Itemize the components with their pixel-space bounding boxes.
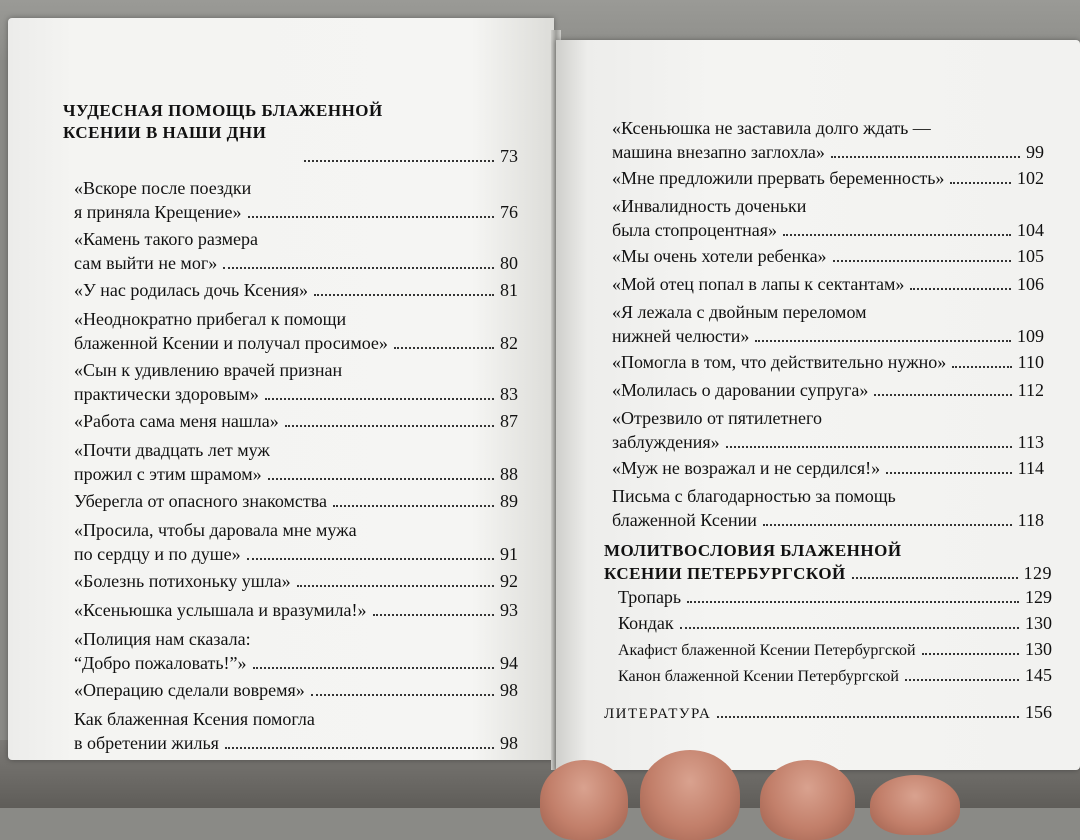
page-number: 104 bbox=[1017, 220, 1044, 240]
entry-title: «Работа сама меня нашла» bbox=[74, 411, 279, 431]
page-number: 92 bbox=[500, 571, 518, 591]
page-number: 109 bbox=[1017, 326, 1044, 346]
dot-leader bbox=[304, 159, 494, 162]
finger-1 bbox=[540, 760, 628, 840]
entry-title: машина внезапно заглохла» bbox=[612, 142, 825, 162]
page-number: 110 bbox=[1017, 352, 1044, 372]
toc-entry bbox=[74, 707, 518, 755]
page-number: 83 bbox=[500, 384, 518, 404]
entry-title: «Мой отец попал в лапы к сектантам» bbox=[612, 274, 905, 294]
page-number: 93 bbox=[500, 600, 518, 620]
toc-entry bbox=[612, 456, 1044, 480]
entry-title: «Ксеньюшка услышала и вразумила!» bbox=[74, 600, 367, 620]
dot-leader bbox=[755, 339, 1011, 342]
entry-title: заблуждения» bbox=[612, 432, 720, 452]
entry-title: «Почти двадцать лет муж bbox=[74, 440, 270, 460]
toc-entry bbox=[74, 438, 518, 486]
entry-title: «Инвалидность доченьки bbox=[612, 196, 807, 216]
heading-line: КСЕНИИ В НАШИ ДНИ bbox=[63, 123, 267, 142]
right-page bbox=[556, 40, 1080, 770]
entry-title: «Полиция нам сказала: bbox=[74, 629, 251, 649]
dot-leader bbox=[831, 155, 1020, 158]
entry-title: Канон блаженной Ксении Петербургской bbox=[618, 668, 899, 685]
page-number: 102 bbox=[1017, 168, 1044, 188]
toc-entry bbox=[618, 611, 1052, 635]
heading-line: КСЕНИИ ПЕТЕРБУРГСКОЙ bbox=[604, 564, 846, 583]
literature-row bbox=[604, 700, 1052, 726]
dot-leader bbox=[687, 600, 1019, 603]
entry-title: блаженной Ксении bbox=[612, 510, 757, 530]
page-number: 156 bbox=[1025, 702, 1052, 722]
dot-leader bbox=[373, 613, 494, 616]
dot-leader bbox=[886, 471, 1011, 474]
page-number: 145 bbox=[1025, 665, 1052, 685]
entry-title: «Болезнь потихоньку ушла» bbox=[74, 571, 291, 591]
page-number: 73 bbox=[500, 146, 518, 166]
page-number: 106 bbox=[1017, 274, 1044, 294]
entry-title: «Неоднократно прибегал к помощи bbox=[74, 309, 347, 329]
toc-entry bbox=[74, 307, 518, 355]
toc-entry bbox=[612, 484, 1044, 532]
dot-leader bbox=[950, 181, 1011, 184]
dot-leader bbox=[874, 393, 1011, 396]
toc-entry bbox=[74, 569, 518, 593]
dot-leader bbox=[910, 287, 1011, 290]
toc-entry bbox=[612, 406, 1044, 454]
page-number: 88 bbox=[500, 464, 518, 484]
entry-title: “Добро пожаловать!”» bbox=[74, 653, 247, 673]
dot-leader bbox=[763, 523, 1012, 526]
dot-leader bbox=[922, 652, 1020, 655]
heading-line-row bbox=[604, 562, 1052, 585]
page-number: 105 bbox=[1017, 246, 1044, 266]
toc-entry bbox=[74, 489, 518, 513]
page-number: 114 bbox=[1017, 458, 1044, 478]
entry-title: я приняла Крещение» bbox=[74, 202, 242, 222]
entry-title: «Муж не возражал и не сердился!» bbox=[612, 458, 881, 478]
toc-entry bbox=[618, 637, 1052, 663]
finger-4 bbox=[870, 775, 960, 835]
entry-title: практически здоровым» bbox=[74, 384, 259, 404]
entry-title: Кондак bbox=[618, 613, 674, 633]
dot-leader bbox=[680, 626, 1019, 629]
page-number: 98 bbox=[500, 680, 518, 700]
entry-title: «У нас родилась дочь Ксения» bbox=[74, 280, 309, 300]
page-number: 99 bbox=[1026, 142, 1044, 162]
toc-entry bbox=[74, 278, 518, 302]
toc-entry bbox=[618, 663, 1052, 689]
dot-leader bbox=[783, 233, 1011, 236]
entry-title: «Мы очень хотели ребенка» bbox=[612, 246, 827, 266]
finger-3 bbox=[760, 760, 855, 840]
literature-label: ЛИТЕРАТУРА bbox=[604, 706, 712, 722]
entry-title: «Молилась о даровании супруга» bbox=[612, 380, 869, 400]
toc-entry bbox=[74, 358, 518, 406]
dot-leader bbox=[833, 259, 1011, 262]
entry-title: «Камень такого размера bbox=[74, 229, 259, 249]
entry-title: по сердцу и по душе» bbox=[74, 544, 241, 564]
entry-title: «Я лежала с двойным переломом bbox=[612, 302, 867, 322]
heading-line: МОЛИТВОСЛОВИЯ БЛАЖЕННОЙ bbox=[604, 541, 902, 560]
entry-title: «Сын к удивлению врачей признан bbox=[74, 360, 343, 380]
dot-leader bbox=[311, 693, 494, 696]
page-number: 80 bbox=[500, 253, 518, 273]
toc-entry bbox=[74, 627, 518, 675]
dot-leader bbox=[333, 504, 494, 507]
page-number: 94 bbox=[500, 653, 518, 673]
dot-leader bbox=[952, 365, 1011, 368]
entry-title: прожил с этим шрамом» bbox=[74, 464, 262, 484]
dot-leader bbox=[314, 293, 494, 296]
toc-entry bbox=[612, 244, 1044, 268]
finger-2 bbox=[640, 750, 740, 840]
entry-title: «Вскоре после поездки bbox=[74, 178, 252, 198]
page-number: 130 bbox=[1025, 613, 1052, 633]
entry-title: «Операцию сделали вовремя» bbox=[74, 680, 305, 700]
toc-entry bbox=[74, 678, 518, 702]
entry-title: в обретении жилья bbox=[74, 733, 219, 753]
toc-entry bbox=[612, 272, 1044, 296]
entry-title: Уберегла от опасного знакомства bbox=[74, 491, 327, 511]
page-number: 129 bbox=[1023, 563, 1052, 583]
entry-title: блаженной Ксении и получал просимое» bbox=[74, 333, 388, 353]
page-number: 76 bbox=[500, 202, 518, 222]
entry-title: «Ксеньюшка не заставила долго ждать — bbox=[612, 118, 931, 138]
dot-leader bbox=[247, 557, 494, 560]
page-number: 98 bbox=[500, 733, 518, 753]
page-number: 129 bbox=[1025, 587, 1052, 607]
entry-title: Письма с благодарностью за помощь bbox=[612, 486, 896, 506]
toc-entry bbox=[74, 227, 518, 275]
dot-leader bbox=[726, 445, 1012, 448]
dot-leader bbox=[717, 715, 1019, 718]
toc-entry bbox=[618, 585, 1052, 609]
toc-entry bbox=[612, 300, 1044, 348]
toc-entry bbox=[612, 350, 1044, 374]
entry-title: нижней челюсти» bbox=[612, 326, 750, 346]
toc-entry bbox=[612, 378, 1044, 402]
heading-line: ЧУДЕСНАЯ ПОМОЩЬ БЛАЖЕННОЙ bbox=[63, 101, 383, 120]
entry-title: сам выйти не мог» bbox=[74, 253, 218, 273]
entry-title: «Отрезвило от пятилетнего bbox=[612, 408, 822, 428]
dot-leader bbox=[394, 346, 494, 349]
entry-title: Тропарь bbox=[618, 587, 682, 607]
toc-entry bbox=[612, 194, 1044, 242]
dot-leader bbox=[852, 576, 1018, 579]
entry-title: «Помогла в том, что действительно нужно» bbox=[612, 352, 947, 372]
dot-leader bbox=[285, 424, 494, 427]
heading-page-row bbox=[298, 144, 518, 168]
entry-title: была стопроцентная» bbox=[612, 220, 777, 240]
toc-entry bbox=[74, 598, 518, 622]
entry-title: Как блаженная Ксения помогла bbox=[74, 709, 315, 729]
entry-title: «Просила, чтобы даровала мне мужа bbox=[74, 520, 357, 540]
page-number: 118 bbox=[1017, 510, 1044, 530]
dot-leader bbox=[297, 584, 494, 587]
entry-title: Акафист блаженной Ксении Петербургской bbox=[618, 642, 916, 659]
page-number: 91 bbox=[500, 544, 518, 564]
page-number: 81 bbox=[500, 280, 518, 300]
section-heading-1 bbox=[63, 100, 503, 144]
toc-entry bbox=[74, 176, 518, 224]
section-heading-2 bbox=[604, 540, 1052, 585]
dot-leader bbox=[225, 746, 494, 749]
dot-leader bbox=[905, 678, 1019, 681]
dot-leader bbox=[268, 477, 494, 480]
heading-line-row bbox=[63, 122, 503, 144]
toc-entry bbox=[612, 166, 1044, 190]
dot-leader bbox=[223, 266, 494, 269]
toc-entry bbox=[612, 116, 1044, 164]
page-number: 82 bbox=[500, 333, 518, 353]
page-number: 87 bbox=[500, 411, 518, 431]
dot-leader bbox=[253, 666, 494, 669]
toc-entry bbox=[74, 409, 518, 433]
entry-title: «Мне предложили прервать беременность» bbox=[612, 168, 945, 188]
dot-leader bbox=[265, 397, 494, 400]
page-number: 130 bbox=[1025, 639, 1052, 659]
page-number: 113 bbox=[1017, 432, 1044, 452]
dot-leader bbox=[248, 215, 494, 218]
left-page bbox=[8, 18, 554, 760]
toc-entry bbox=[74, 518, 518, 566]
page-number: 89 bbox=[500, 491, 518, 511]
page-number: 112 bbox=[1017, 380, 1044, 400]
